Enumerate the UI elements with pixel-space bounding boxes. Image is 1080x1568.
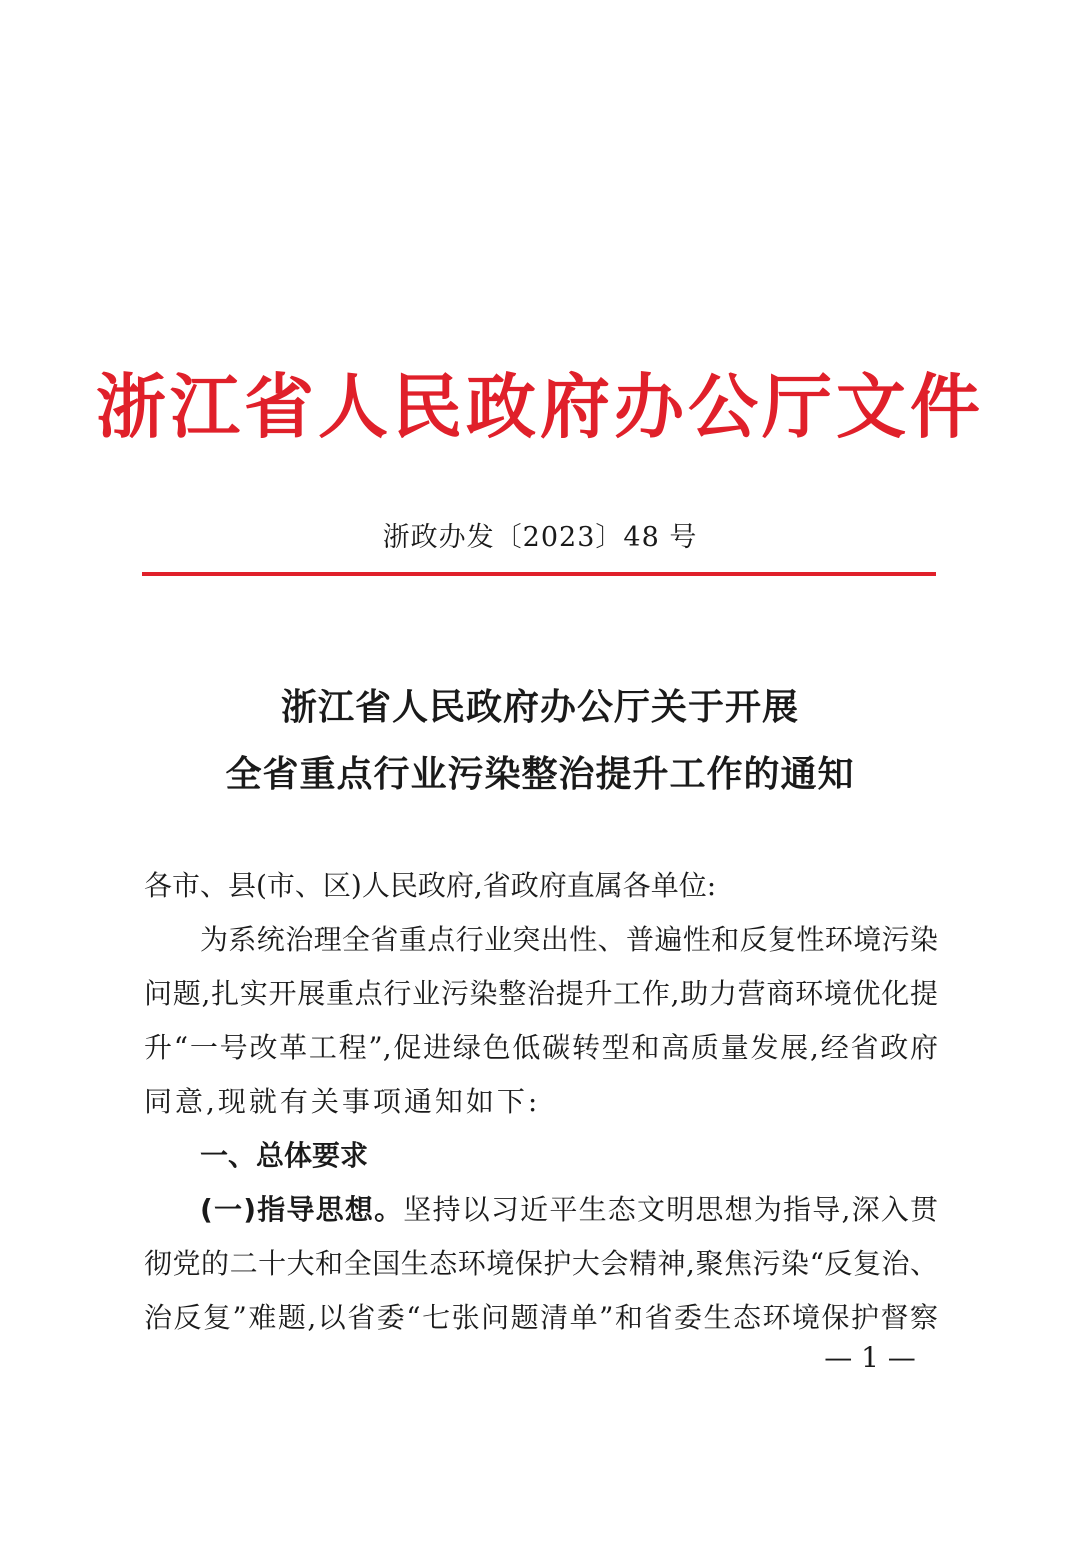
page-number: — 1 — xyxy=(824,1341,916,1374)
document-header-title: 浙江省人民政府办公厅文件 xyxy=(96,365,984,448)
paragraph-1-line-4: 同意,现就有关事项通知如下: xyxy=(144,1085,541,1118)
item-1-line-1-text: 坚持以习近平生态文明思想为指导,深入贯 xyxy=(403,1193,938,1226)
item-1-line-2: 彻党的二十大和全国生态环境保护大会精神,聚焦污染“反复治、 xyxy=(144,1247,938,1280)
notice-title-line-1: 浙江省人民政府办公厅关于开展 xyxy=(280,686,799,728)
item-1-line-3: 治反复”难题,以省委“七张问题清单”和省委生态环境保护督察 xyxy=(144,1301,938,1334)
salutation: 各市、县(市、区)人民政府,省政府直属各单位: xyxy=(144,869,717,902)
section-1-heading: 一、总体要求 xyxy=(200,1139,369,1172)
paragraph-1-line-2: 问题,扎实开展重点行业污染整治提升工作,助力营商环境优化提 xyxy=(144,977,938,1010)
document-number: 浙政办发〔2023〕48 号 xyxy=(382,522,698,553)
paragraph-1-line-3: 升“一号改革工程”,促进绿色低碳转型和高质量发展,经省政府 xyxy=(144,1031,938,1064)
notice-title-line-2: 全省重点行业污染整治提升工作的通知 xyxy=(225,753,855,795)
item-1-label: (一)指导思想。 xyxy=(200,1193,404,1226)
paragraph-1-line-1: 为系统治理全省重点行业突出性、普遍性和反复性环境污染 xyxy=(200,923,938,956)
item-1-line-1 xyxy=(200,1190,938,1230)
red-divider-line xyxy=(142,572,936,576)
